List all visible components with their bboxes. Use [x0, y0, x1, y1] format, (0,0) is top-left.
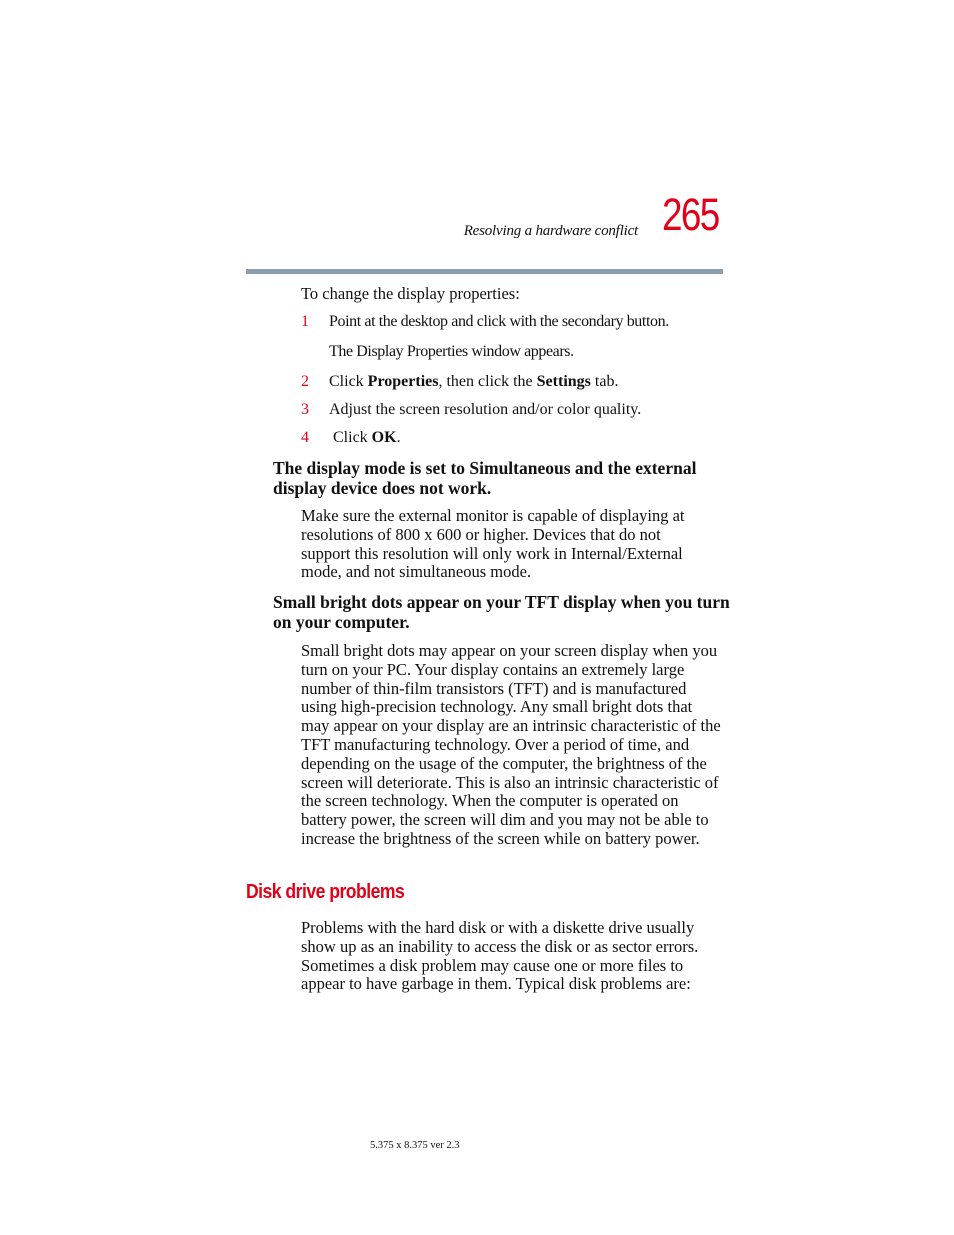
step-number: 4 [301, 429, 309, 446]
step-text: Point at the desktop and click with the secondary button. [329, 313, 669, 330]
section-heading: Disk drive problems [246, 881, 405, 903]
page-number: 265 [662, 189, 719, 240]
step-text: Click Properties, then click the Settings tab. [329, 373, 619, 390]
step-text: Adjust the screen resolution and/or color quality. [329, 401, 642, 418]
issue-body-simultaneous: Make sure the external monitor is capable of displaying at resolutions of 800 x 600 or higher. Devices that do not support this resolution will only work in Internal/External mode, and not simultaneous mode. [301, 506, 685, 582]
step-result-text: The Display Properties window appears. [329, 343, 574, 360]
issue-heading-simultaneous: The display mode is set to Simultaneous and the external display device does not work. [273, 458, 697, 498]
step-number: 1 [301, 313, 309, 330]
header-divider [246, 269, 723, 274]
step-number: 3 [301, 401, 309, 418]
page-footer: 5.375 x 8.375 ver 2.3 [370, 1140, 460, 1151]
section-body: Problems with the hard disk or with a diskette drive usually show up as an inability to access the disk or as sector errors. Sometimes a disk problem may cause one or more files to appear to have garbage in them. Typical disk problems are: [301, 918, 699, 994]
issue-body-bright-dots: Small bright dots may appear on your screen display when you turn on your PC. Your display contains an extremely large number of thin-film transistors (TFT) and is manufactured using high-precision technology. Any small bright dots that may appear on your display are an intrinsic characteristic of the TFT manufacturing technology. Over a period of time, and depending on the usage of the computer, the brightness of the screen will deteriorate. This is also an intrinsic characteristic of the screen technology. When the computer is operated on battery power, the screen will dim and you may not be able to increase the brightness of the screen while on battery power. [301, 641, 721, 848]
issue-heading-bright-dots: Small bright dots appear on your TFT display when you turn on your computer. [273, 592, 730, 632]
intro-text: To change the display properties: [301, 284, 520, 303]
step-text: Click OK. [329, 429, 401, 446]
step-number: 2 [301, 373, 309, 390]
running-header-title: Resolving a hardware conflict [463, 223, 638, 239]
